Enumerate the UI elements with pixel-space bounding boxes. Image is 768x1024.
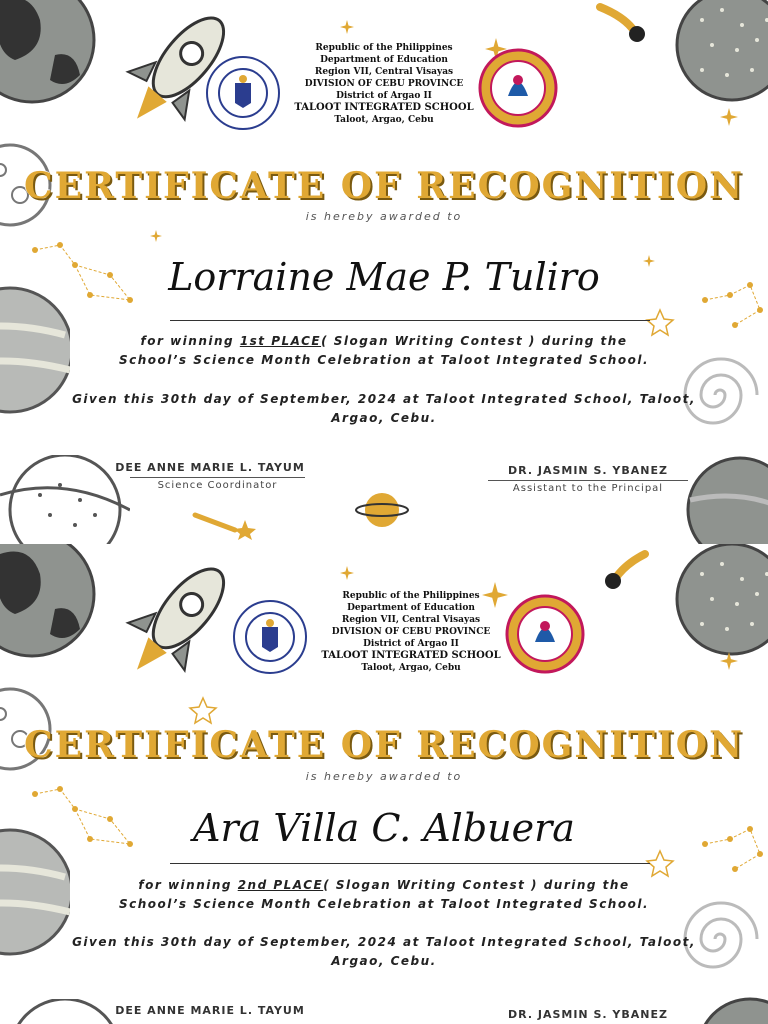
header-block [0,42,768,126]
star-outline-icon [645,849,675,879]
for-prefix: for winning [140,334,240,348]
header-district: District of Argao II [363,639,459,649]
header-republic: Republic of the Philippines [342,591,480,601]
signatory-left-role: Science Coordinator [130,477,305,491]
recipient-name: Ara Villa C. Albuera [193,806,575,850]
award-description [40,332,728,370]
signatory-left [95,461,325,491]
star-outline-icon [188,696,218,726]
comet-icon [595,549,655,594]
place-text: 1st PLACE [239,334,322,348]
awarded-text: is hereby awarded to [305,210,463,223]
shooting-star-icon [190,505,260,540]
header-address: Taloot, Argao, Cebu [361,663,461,673]
certificate-title: CERTIFICATE OF RECOGNITION [24,165,744,207]
header-school: TALOOT INTEGRATED SCHOOL [294,102,474,113]
signatory-right-name: DR. JASMIN S. YBANEZ [508,464,668,477]
celebration-text: School’s Science Month Celebration at Taloot Integrated School. [118,353,650,367]
contest-text: ( Slogan Writing Contest ) during the [323,878,630,892]
header-division: DIVISION OF CEBU PROVINCE [331,627,491,637]
name-underline [170,863,650,864]
planet-bottom-right-icon [690,996,768,1024]
planet-small-ring-icon [355,488,410,533]
celebration-text: School’s Science Month Celebration at Taloot Integrated School. [118,897,650,911]
given-text: Given this 30th day of September, 2024 at Taloot Integrated School, Taloot, Argao, Cebu. [72,392,696,425]
header-republic: Republic of the Philippines [315,43,453,53]
awarded-text: is hereby awarded to [305,770,463,783]
header-region: Region VII, Central Visayas [314,67,454,77]
star-small-icon [150,230,162,242]
header-division: DIVISION OF CEBU PROVINCE [304,79,464,89]
signatory-right [488,464,688,494]
header-department: Department of Education [347,603,475,613]
header-address: Taloot, Argao, Cebu [334,115,434,125]
signatory-left-name: DEE ANNE MARIE L. TAYUM [115,461,305,474]
header-block [27,590,768,674]
signatory-left [95,1004,325,1017]
signatory-right-name: DR. JASMIN S. YBANEZ [508,1008,668,1021]
place-text: 2nd PLACE [237,878,324,892]
certificate-2 [0,544,768,1024]
name-underline [170,320,650,321]
header-school: TALOOT INTEGRATED SCHOOL [321,650,501,661]
award-description [40,876,728,914]
recipient-name: Lorraine Mae P. Tuliro [168,255,600,299]
header-department: Department of Education [320,55,448,65]
certificate-title: CERTIFICATE OF RECOGNITION [24,724,744,766]
contest-text: ( Slogan Writing Contest ) during the [321,334,628,348]
planet-bottom-right-icon [680,455,768,544]
comet-icon [595,2,655,47]
star-small-icon [340,566,354,580]
header-region: Region VII, Central Visayas [341,615,481,625]
given-text: Given this 30th day of September, 2024 at Taloot Integrated School, Taloot, Argao, Cebu. [72,935,696,968]
signatory-right [488,1008,688,1021]
star-small-icon [340,20,354,34]
header-district: District of Argao II [336,91,432,101]
signatory-right-role: Assistant to the Principal [488,480,688,494]
for-prefix: for winning [138,878,238,892]
signatory-left-name: DEE ANNE MARIE L. TAYUM [115,1004,305,1017]
